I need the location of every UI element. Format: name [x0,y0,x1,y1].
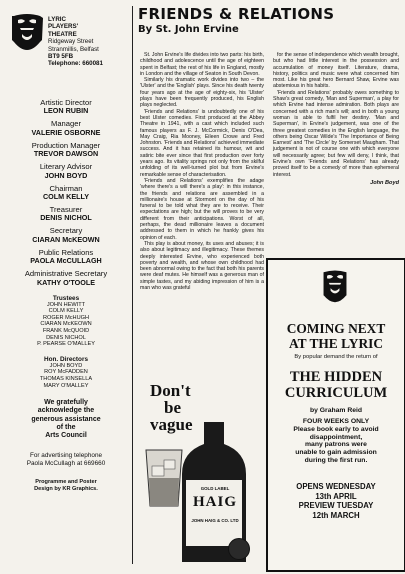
ack-line: of the [56,423,76,431]
ack-line: We gratefully [44,399,88,407]
haig-headline-line: vague [150,415,193,434]
article-paragraph: for the sense of independence which wealth brought, but who had little interest in the possession and accumulation of money itself. Literature, drama, history, politics and music were what concerned him most. Like his great hero Bernard Shaw, Ervine was abstemious in his habits. [273,52,399,90]
notice-line: many patrons were [305,441,367,449]
staff-role: Literary Advisor [39,162,93,172]
date-line: 12th MARCH [312,510,360,520]
coming-next-line: AT THE LYRIC [288,335,384,351]
date-line: 13th APRIL [315,491,357,501]
trustee-name: CIARAN McKEOWN [40,321,92,328]
show-title [268,370,404,401]
staff-role: Artistic Director [40,98,92,107]
trustee-name: DENIS NICHOL [46,334,86,341]
notice-line: Please book early to avoid [293,425,379,433]
coming-next-box [266,258,405,572]
staff-role: Chairman [49,183,83,193]
ack-line: Arts Council [45,432,87,439]
run-notice [268,418,404,465]
staff-name: DENIS NICHOL [40,213,92,223]
hon-director-name: JOHN BOYD [49,362,83,369]
article-paragraph: Similarly his dramatic work divides into two – the 'Ulster' and the 'English' plays. Since his death twenty four years ago at the age of eighty-six, his 'Ulster' plays have been frequently produced, his English plays neglected. [140,77,264,109]
article-paragraph: This play is about money, its uses and abuses; it is also about legitimacy and illegitimacy. These themes deeply interested Ervine, who experienced both poverty and wealth, and whose own childhood had been abnormal owing to the fact that both his parents were deaf mutes. He himself was a generous man of simple tastes, and my abiding impression of him is a man who was grateful [140,240,264,291]
notice-line: unable to gain admission [295,449,377,457]
article-paragraph: 'Friends and Relations' exemplifies the adage 'where there's a will there's a play': in this instance, the friends and relations are assembled in a millionaire's house at Stormont on the day of his funeral to be told what they are to receive. Their expectations are high; but the will proves to be very different from their anticipations. Worst of all, perhaps, the dead millionaire leaves a document addressed to them in which he frankly gives his opinion of each. [140,177,264,241]
staff-name: VALERIE OSBORNE [31,127,101,137]
hon-directors-list [4,363,128,389]
article-signature: John Boyd [370,179,399,186]
trustees-list [4,302,128,348]
theatre-address [48,16,128,68]
hon-directors-heading: Hon. Directors [43,355,89,363]
article-title: FRIENDS & RELATIONS [138,5,335,23]
address-line-2: Stranmillis, Belfast [48,45,99,53]
staff-name: KATHY O'TOOLE [36,277,95,287]
staff-name: PAOLA McCULLAGH [30,256,102,266]
theatre-name-2: PLAYERS' [48,23,79,31]
show-dates [268,482,404,520]
programme-design-credit [4,479,128,493]
article-area [138,6,401,566]
ack-line: generous assistance [31,415,101,423]
staff-role: Public Relations [38,247,94,257]
staff-name: CIARAN McKEOWN [32,234,100,244]
hon-director-name: MARY O'MALLEY [43,382,89,389]
article-paragraph: St. John Ervine's life divides into two parts: his birth, childhood and adolescence until the age of eighteen spent in Belfast; the rest of his life in England, mostly in London and the village of Seaton in South Devon. [140,52,264,77]
article-paragraph: 'Friends and Relations' probably owes something to Shaw's great comedy, 'Man and Superman', a play for which Ervine had intense admiration. Both plays are concerned with a rich man's will; and in both a young woman is able to fulfil her destiny. 'Man and Superman', in Ervine's judgement, was one of the three greatest comedies in the English language, the others being Oscar Wilde's 'The Importance of Being Earnest' and 'The Circle' by Somerset Maugham. That judgement is not of course one with which everyone will necessarily agree; but few will deny, I think, that Ervine's own 'Friends and Relations' has already proved itself to be a comedy of more than ephemeral interest. [273,89,399,178]
trustee-name: ROGER McHUGH [43,314,89,321]
lyric-mask-logo-icon [320,268,350,310]
haig-headline-line: be [164,398,181,417]
trustees-heading: Trustees [52,294,80,302]
show-title-line: CURRICULUM [284,384,388,401]
article-column-2 [273,52,399,186]
adv-line: For advertising telephone [29,452,103,460]
theatre-name-3: THEATRE [48,30,77,38]
staff-name: LEON RUBIN [43,106,89,116]
haig-seal-icon [228,538,250,560]
hon-director-name: ROY McFADDEN [44,369,88,376]
credit-line: Design by KR Graphics. [34,485,98,492]
haig-maker: JOHN HAIG & CO. LTD [191,518,239,523]
theatre-name-1: LYRIC [48,16,66,23]
trustee-name: FRANK McQUOID [42,328,90,335]
staff-role: Treasurer [49,205,83,215]
haig-label-text: GOLD LABEL [200,486,230,491]
staff-role: Production Manager [31,140,101,150]
arts-council-acknowledgement [4,399,128,440]
staff-list [4,94,128,493]
haig-whisky-advert [140,382,264,562]
ack-line: acknowledge the [37,407,95,415]
staff-name: TREVOR DAWSON [33,149,99,159]
show-title-line: THE HIDDEN [289,369,383,385]
date-line: OPENS WEDNESDAY [296,482,376,491]
notice-line: during the first run. [304,456,368,464]
trustee-name: P. PEARSE O'MALLEY [37,341,95,348]
coming-next-headline [268,322,404,351]
address-line-3: BT9 5FB [48,53,74,61]
trustee-name: COLM KELLY [48,308,84,315]
popular-demand-text: By popular demand the return of [294,354,378,360]
advertising-contact [4,452,128,467]
staff-name: COLM KELLY [42,192,90,202]
haig-headline-line: Don't [150,381,191,400]
date-line: PREVIEW TUESDAY [298,501,374,511]
show-author: by Graham Reid [309,407,363,414]
staff-role: Manager [51,119,81,129]
staff-name: JOHN BOYD [44,170,88,180]
lyric-mask-logo-icon [10,12,44,58]
coming-next-line: COMING NEXT [286,321,386,336]
article-paragraph: 'Friends and Relations' is undoubtedly one of his best Ulster comedies. First produced at the Abbey Theatre in 1941, with a cast which included such famous players as F. J. McCormick, Denis O'Dea, May Craig, Ria Mooney, Eileen Crowe and Fred Johnston. 'Friends and Relations' achieved immediate success. And it has retained its humour, wit and satiric bite ever since that first production over forty years ago. Its vitality springs not only from the skilful unfolding of its well-turned plot but from Ervine's remarkable sense of characterisation. [140,108,264,178]
theatre-telephone: Telephone: 660081 [48,60,103,68]
address-line-1: Ridgeway Street [48,38,94,46]
hon-director-name: THOMAS KINSELLA [39,376,93,382]
credit-line: Programme and Poster [35,479,97,486]
trustee-name: JOHN HEWITT [46,301,86,308]
theatre-credits-column [4,6,128,566]
adv-line: Paola McCullagh at 669660 [26,459,106,467]
haig-brand: HAIG [192,494,237,510]
column-divider [132,6,133,564]
staff-role: Secretary [49,226,83,236]
article-column-1 [140,52,264,291]
staff-role: Administrative Secretary [24,269,108,279]
notice-line: disappointment, [309,433,363,441]
article-byline: By St. John Ervine [138,24,239,35]
weeks-only: FOUR WEEKS ONLY [302,418,370,425]
